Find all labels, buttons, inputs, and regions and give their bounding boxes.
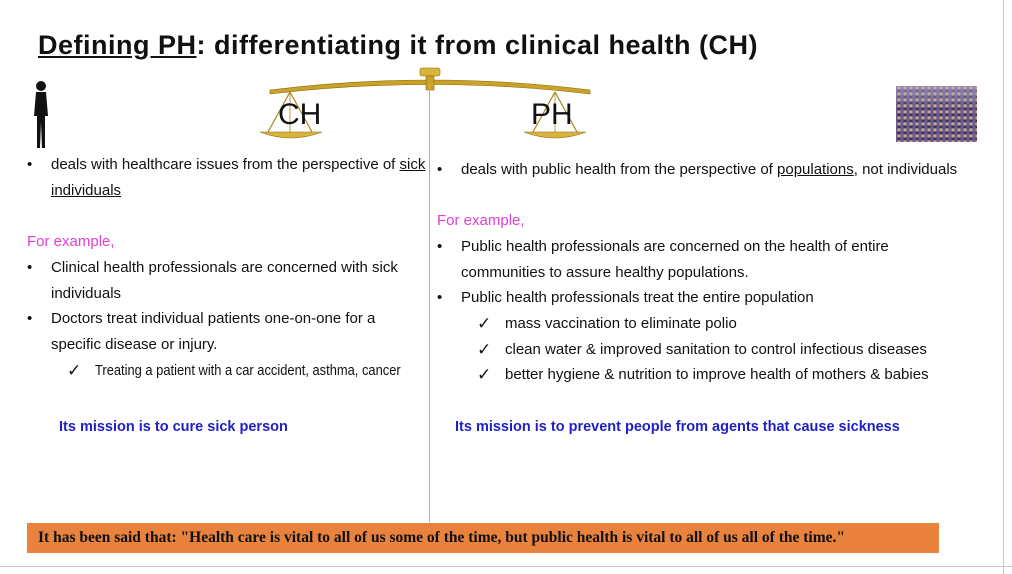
checkmark-icon: ✓ bbox=[477, 314, 492, 333]
right-check-1: ✓ mass vaccination to eliminate polio bbox=[437, 311, 997, 337]
left-bullet-3: • Doctors treat individual patients one-on-one for a specific disease or injury. bbox=[27, 310, 376, 353]
checkmark-icon: ✓ bbox=[477, 339, 492, 359]
right-column bbox=[437, 157, 997, 183]
person-silhouette-icon bbox=[30, 80, 52, 150]
right-check-list bbox=[437, 311, 997, 388]
right-bullet-2: • Public health professionals are concerned on the health of entire communities to assure healthy populations. bbox=[437, 238, 889, 281]
slide-title bbox=[38, 30, 998, 61]
right-check-3: ✓ better hygiene & nutrition to improve health of mothers & babies bbox=[437, 362, 997, 388]
left-column bbox=[27, 152, 427, 203]
scale-left-label: CH bbox=[278, 98, 322, 131]
crowd-icon bbox=[896, 86, 977, 142]
scale-right-label: PH bbox=[531, 98, 573, 131]
right-bullet-3: • Public health professionals treat the entire population bbox=[437, 289, 814, 306]
left-bullet-1: • deals with healthcare issues from the perspective of sick individuals bbox=[27, 156, 426, 199]
right-mission: Its mission is to prevent people from agents that cause sickness bbox=[455, 419, 900, 435]
left-bullet-2: • Clinical health professionals are concerned with sick individuals bbox=[27, 259, 398, 302]
slide-border-bottom bbox=[0, 566, 1012, 567]
checkmark-icon: ✓ bbox=[477, 365, 492, 384]
left-mission: Its mission is to cure sick person bbox=[59, 419, 288, 435]
right-for-example: For example, bbox=[437, 212, 525, 229]
right-list bbox=[437, 234, 967, 311]
column-divider bbox=[429, 84, 430, 522]
right-bullet-1: • deals with public health from the perspective of populations, not individuals bbox=[437, 161, 958, 178]
left-list bbox=[27, 255, 427, 357]
quote-banner: It has been said that: "Health care is vital to all of us some of the time, but public health is vital to all of us all of the time." bbox=[27, 523, 939, 553]
left-check-1: ✓ Treating a patient with a car accident, asthma, cancer bbox=[27, 358, 447, 384]
right-check-2: ✓ clean water & improved sanitation to control infectious diseases bbox=[437, 337, 997, 363]
slide-border-right bbox=[1003, 0, 1004, 574]
title-underlined-term: Defining PH bbox=[38, 30, 197, 60]
title-rest: : differentiating it from clinical health (CH) bbox=[196, 30, 759, 60]
checkmark-icon: ✓ bbox=[67, 361, 82, 380]
left-for-example: For example, bbox=[27, 233, 115, 250]
left-check-list bbox=[27, 358, 447, 384]
